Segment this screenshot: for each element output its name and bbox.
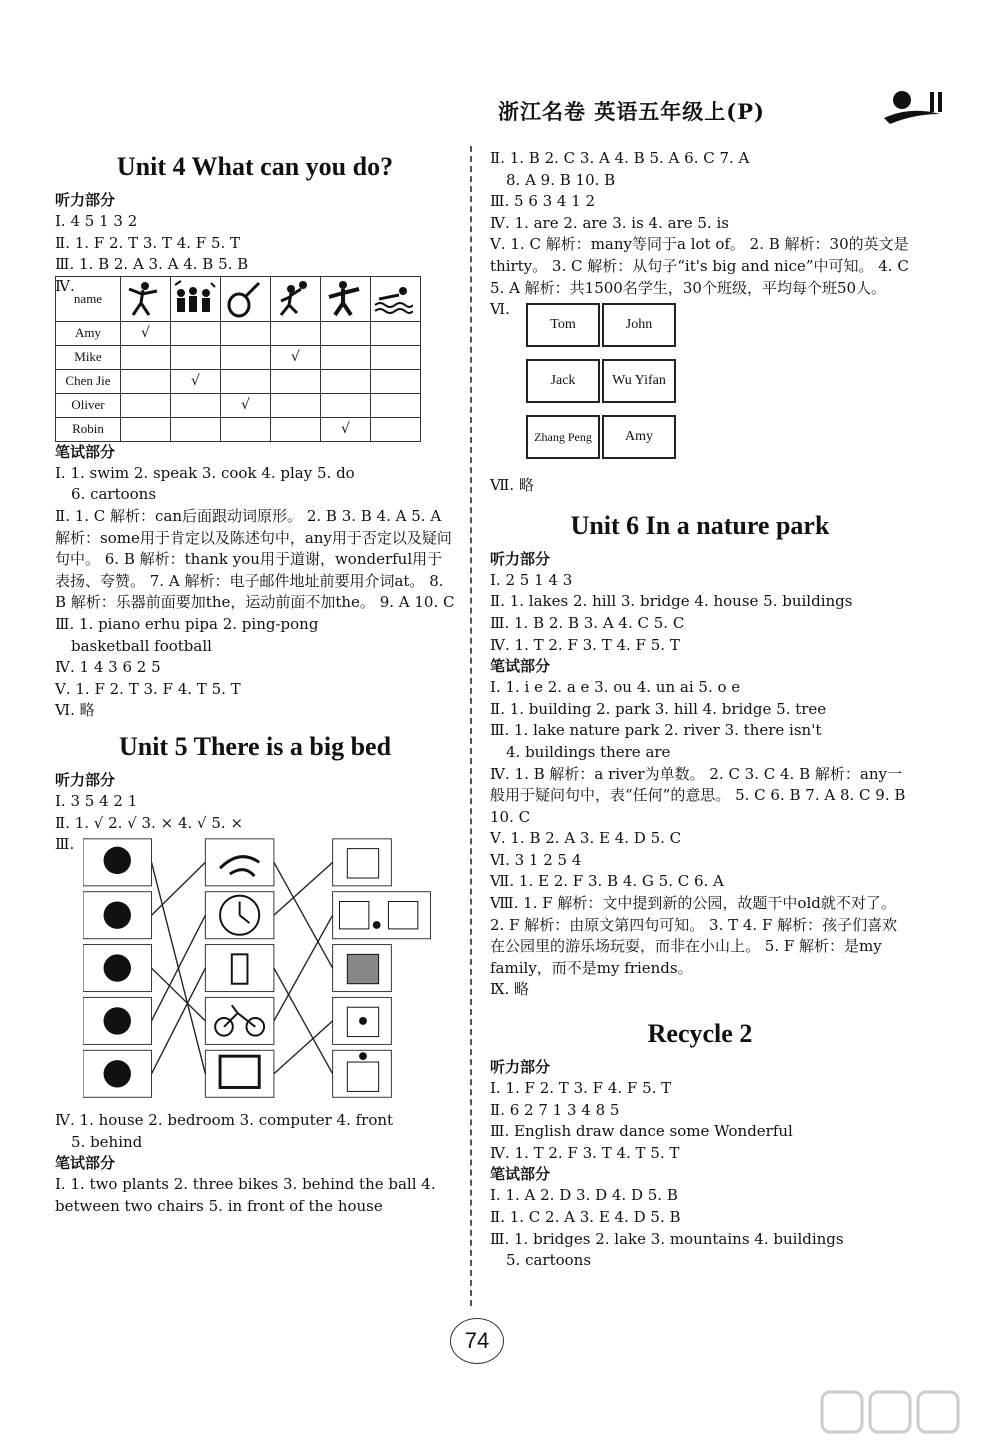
unit5-w4: Ⅳ. 1. are 2. are 3. is 4. are 5. is [490, 213, 729, 232]
unit4-l2: Ⅱ. 1. F 2. T 3. T 4. F 5. T [55, 233, 241, 252]
unit4-w5: Ⅴ. 1. F 2. T 3. F 4. T 5. T [55, 679, 241, 698]
grid-name: Amy [56, 321, 121, 345]
basketball-icon [271, 276, 321, 321]
unit6-l1: Ⅰ. 2 5 1 4 3 [490, 570, 573, 589]
kungfu-icon [321, 276, 371, 321]
box-ball-icon [333, 839, 392, 886]
unit6-w7: Ⅶ. 1. E 2. F 3. B 4. G 5. C 6. A [490, 872, 724, 891]
grid-name: Oliver [56, 393, 121, 417]
unit5-l1: Ⅰ. 3 5 4 2 1 [55, 791, 138, 810]
unit5-writing-heading: 笔试部分 [55, 1154, 116, 1173]
grid-name: Robin [56, 417, 121, 441]
unit5-l3-label: Ⅲ. [55, 835, 75, 854]
name-box: Tom [526, 303, 600, 347]
unit5-l4a: Ⅳ. 1. house 2. bedroom 3. computer 4. front [55, 1111, 394, 1130]
name-pair [526, 303, 678, 347]
matching-lines [152, 862, 333, 1073]
recycle2-w2: Ⅱ. 1. C 2. A 3. E 4. D 5. B [490, 1208, 681, 1226]
left-column [55, 148, 455, 1217]
boxes-column [333, 839, 431, 1097]
clock-icon [205, 892, 274, 939]
page-number: 74 [450, 1318, 504, 1364]
unit6-title: Unit 6 In a nature park [570, 510, 830, 540]
music-group-icon [171, 276, 221, 321]
grid-row [56, 369, 421, 393]
unit5-l2: Ⅱ. 1. √ 2. √ 3. × 4. √ 5. × [55, 813, 244, 832]
page-header: 浙江名卷 英语五年级上(P) [498, 99, 765, 124]
unit6-w9: Ⅸ. 略 [490, 980, 530, 999]
grid-row [56, 321, 421, 345]
name-box: Amy [602, 415, 676, 459]
name-pairs [526, 303, 678, 471]
recycle2-w1: Ⅰ. 1. A 2. D 3. D 4. D 5. B [490, 1186, 678, 1205]
unit4-w4: Ⅳ. 1 4 3 6 2 5 [55, 658, 161, 677]
unit6-w3a: Ⅲ. 1. lake nature park 2. river 3. there isn't [490, 721, 822, 740]
name-box: Wu Yifan [602, 359, 676, 403]
watermark-logo-icon [820, 1390, 970, 1440]
unit6-w8: Ⅷ. 1. F 解析：文中提到新的公园，故题干中old就不对了。 2. F 解析：由原文第四句可知。 3. T 4. F 解析：孩子们喜欢在公园里的游乐场玩耍，而非在小山上。 5. F 解析：是my family，而不是my friends。 [490, 894, 898, 977]
unit4-w1a: Ⅰ. 1. swim 2. speak 3. cook 4. play 5. do [55, 463, 355, 482]
grid-row [56, 393, 421, 417]
recycle2-title: Recycle 2 [647, 1019, 753, 1049]
publisher-logo-icon [880, 84, 950, 130]
grid-check: √ [221, 393, 271, 417]
unit6-writing-heading: 笔试部分 [490, 657, 551, 676]
unit6-w2: Ⅱ. 1. building 2. park 3. hill 4. bridge 5. tree [490, 699, 827, 718]
recycle2-l2: Ⅱ. 6 2 7 1 3 4 8 5 [490, 1100, 620, 1119]
plant-icon [205, 839, 274, 886]
activity-grid [55, 276, 421, 442]
unit6-l3: Ⅲ. 1. B 2. B 3. A 4. C 5. C [490, 613, 685, 632]
bike-icon [205, 998, 274, 1045]
recycle2-w3a: Ⅲ. 1. bridges 2. lake 3. mountains 4. buildings [490, 1229, 844, 1248]
grid-check: √ [321, 417, 371, 441]
name-pair [526, 415, 678, 459]
grid-check: √ [121, 321, 171, 345]
grid-check: √ [271, 345, 321, 369]
unit4-w1b: 6. cartoons [71, 485, 157, 504]
unit5-w7: Ⅶ. 略 [490, 476, 534, 495]
unit6-w1: Ⅰ. 1. i e 2. a e 3. ou 4. un ai 5. o e [490, 678, 741, 697]
recycle2-l3: Ⅲ. English draw dance some Wonderful [490, 1122, 793, 1141]
dance-icon [121, 276, 171, 321]
two-boxes-icon [333, 892, 431, 939]
unit5-w2a: Ⅱ. 1. B 2. C 3. A 4. B 5. A 6. C 7. A [490, 149, 750, 167]
unit6-l4: Ⅳ. 1. T 2. F 3. T 4. F 5. T [490, 635, 680, 654]
unit4-w6: Ⅵ. 略 [55, 701, 95, 720]
name-box: John [602, 303, 676, 347]
unit5-w3: Ⅲ. 5 6 3 4 1 2 [490, 192, 596, 211]
recycle2-listening-heading: 听力部分 [490, 1058, 551, 1077]
name-box: Jack [526, 359, 600, 403]
unit4-l3: Ⅲ. 1. B 2. A 3. A 4. B 5. B [55, 255, 249, 274]
unit5-w5: Ⅴ. 1. C 解析：many等同于a lot of。 2. B 解析：30的英文是thirty。 3. C 解析：从句子“it's big and nice”中可知。 4. C 5. A 解析：共1500名学生，30个班级，平均每个班50人。 [490, 235, 909, 297]
unit5-w6: Ⅵ. Tom John Jack Wu Yifan Zhang Peng Amy [490, 299, 910, 475]
grid-name: Mike [56, 345, 121, 369]
unit4-l4: Ⅳ. name Amy √ Mike √ Chen Jie √ Oliver √ Robin √ [55, 276, 455, 442]
unit6-listening-heading: 听力部分 [490, 549, 551, 568]
unit5-listening-heading: 听力部分 [55, 770, 116, 789]
unit5-w2b: 8. A 9. B 10. B [506, 170, 616, 189]
grid-check: √ [171, 369, 221, 393]
objects-column [205, 839, 274, 1097]
name-box: Zhang Peng [526, 415, 600, 459]
recycle2-l4: Ⅳ. 1. T 2. F 3. T 4. T 5. T [490, 1143, 680, 1162]
unit4-listening-heading: 听力部分 [55, 191, 116, 209]
unit5-l3 [55, 834, 455, 1110]
unit6-w5: Ⅴ. 1. B 2. A 3. E 4. D 5. C [490, 829, 682, 848]
unit6-w3b: 4. buildings there are [506, 742, 671, 761]
recycle2-l1: Ⅰ. 1. F 2. T 3. F 4. F 5. T [490, 1079, 672, 1098]
unit4-l1: Ⅰ. 4 5 1 3 2 [55, 212, 138, 230]
unit6-w6: Ⅵ. 3 1 2 5 4 [490, 850, 582, 869]
unit5-title: Unit 5 There is a big bed [118, 731, 392, 761]
unit6-w4: Ⅳ. 1. B 解析：a river为单数。 2. C 3. C 4. B 解析：any一般用于疑问句中，表“任何”的意思。 5. C 6. B 7. A 8. C 9. B 10. C [490, 764, 906, 826]
grid-header-name: name [56, 276, 121, 321]
swim-icon [371, 276, 421, 321]
unit6-l2: Ⅱ. 1. lakes 2. hill 3. bridge 4. house 5. buildings [490, 592, 853, 611]
unit4-w3b: basketball football [71, 636, 212, 655]
grid-row [56, 417, 421, 441]
unit5-l4b: 5. behind [71, 1132, 143, 1151]
unit4-w2: Ⅱ. 1. C 解析：can后面跟动词原形。 2. B 3. B 4. A 5. A 解析：some用于肯定以及陈述句中，any用于否定以及疑问句中。 6. B 解析：thank you用于道谢，wonderful用于表扬、夸赞。 7. A 解析：电子邮件地址前要用介词at。 8. B 解析：乐器前面要加the，运动前面不加the。 9. A 10. C [55, 506, 455, 612]
matching-exercise [83, 836, 455, 1106]
recycle2-writing-heading: 笔试部分 [490, 1165, 551, 1184]
name-pair [526, 359, 678, 403]
unit4-title: Unit 4 What can you do? [116, 152, 394, 181]
recycle2-w3b: 5. cartoons [506, 1251, 592, 1270]
unit4-w3a: Ⅲ. 1. piano erhu pipa 2. ping-pong [55, 614, 319, 633]
right-column [490, 148, 910, 1272]
grid-name: Chen Jie [56, 369, 121, 393]
unit5-w1: Ⅰ. 1. two plants 2. three bikes 3. behind the ball 4. between two chairs 5. in front of the house [55, 1175, 436, 1215]
pipa-icon [221, 276, 271, 321]
column-divider [470, 146, 472, 1306]
people-column [83, 839, 152, 1097]
grid-row [56, 345, 421, 369]
unit4-writing-heading: 笔试部分 [55, 442, 116, 461]
